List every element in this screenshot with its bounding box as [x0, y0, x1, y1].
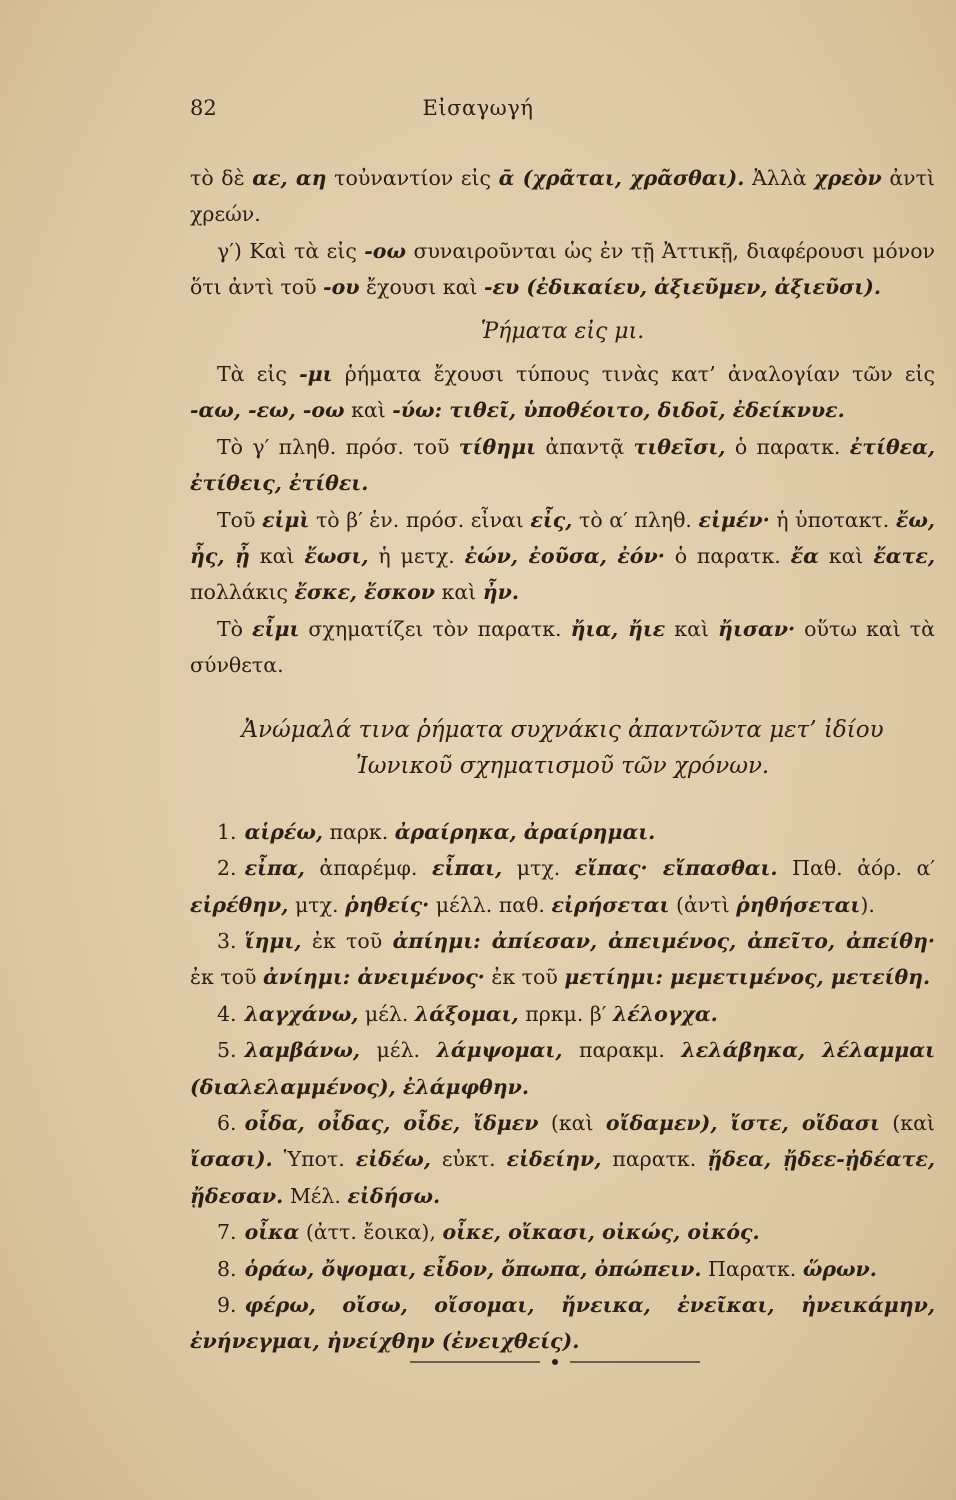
greek-form: μετίημι: μεμετιμένος, μετείθη.	[564, 965, 931, 990]
greek-form: ῥηθήσεται	[736, 892, 861, 917]
greek-form: ἔσκε, ἔσκον	[294, 580, 436, 605]
greek-form: -ευ (ἐδικαίευ, ἀξιεῦμεν, ἀξιεῦσι).	[484, 275, 882, 300]
paragraph	[190, 160, 935, 233]
greek-form: -αω, -εω, -οω	[190, 398, 345, 423]
greek-form: ὁράω, ὄψομαι, εἶδον, ὄπωπα, ὀπώπειν.	[244, 1256, 702, 1281]
list-item	[190, 1105, 935, 1214]
text-run: ὁ παρατκ.	[725, 434, 850, 459]
text-run: καὶ	[665, 616, 719, 641]
text-run: ).	[860, 892, 875, 917]
text-run: πολλάκις	[190, 580, 295, 605]
running-title: Εἰσαγωγή	[422, 96, 534, 120]
greek-form: εἰμὶ	[262, 507, 310, 532]
text-run: εὐκτ.	[430, 1147, 507, 1172]
text-run: ἐκ τοῦ	[190, 965, 263, 990]
greek-form: εἰδήσω.	[347, 1183, 441, 1208]
greek-form: εἰδέω,	[355, 1147, 431, 1172]
text-run: οὕτω καὶ τὰ σύνθετα.	[190, 616, 935, 678]
text-run: Τοῦ	[217, 507, 263, 532]
greek-form: οἶκε, οἴκασι, οἰκώς, οἰκός.	[442, 1220, 760, 1245]
greek-form: -ου	[323, 275, 360, 300]
page-body	[190, 160, 935, 1360]
greek-form: ἀραίρηκα, ἀραίρημαι.	[394, 819, 656, 844]
list-item	[190, 1214, 935, 1250]
text-run: μέλ.	[358, 1001, 415, 1026]
paragraph	[190, 611, 935, 684]
item-number: 6.	[217, 1110, 237, 1135]
text-run: τὸ δὲ	[190, 166, 253, 190]
greek-form: εἶς,	[530, 507, 573, 532]
greek-form: εἰρέθην,	[190, 892, 289, 917]
greek-form: εἶμι	[252, 616, 300, 641]
greek-form: οἶκα	[244, 1220, 300, 1245]
greek-form: εἰμέν·	[698, 507, 770, 532]
section-heading-group	[190, 712, 935, 784]
list-item	[190, 1032, 935, 1105]
text-run: ἡ ὑποτακτ.	[769, 507, 896, 532]
greek-form: ᾱ (χρᾶται, χρᾶσθαι).	[498, 166, 745, 190]
section-heading: Ῥήματα εἰς μι.	[480, 318, 645, 344]
item-number: 2.	[217, 856, 237, 881]
greek-form: ἐτίθεα, ἐτίθεις, ἐτίθει.	[190, 434, 935, 496]
greek-form: ἀνίημι: ἀνειμένος·	[263, 965, 485, 990]
greek-form: ἀπίημι: ἀπίεσαν, ἀπειμένος, ἀπεῖτο, ἀπείθη·	[392, 928, 935, 953]
greek-form: ᾔδεα, ᾔδεε-ᾐδέατε, ᾔδεσαν.	[190, 1147, 935, 1208]
page-number: 82	[190, 96, 217, 120]
text-run: καὶ	[344, 398, 393, 423]
greek-form: -ύω: τιθεῖ, ὑποθέοιτο, διδοῖ, ἐδείκνυε.	[392, 398, 845, 423]
text-run: παρκ.	[323, 819, 395, 844]
greek-form: εἶπαι,	[431, 856, 503, 881]
text-run: Τὸ γ′ πληθ. πρόσ. τοῦ	[217, 434, 459, 459]
item-number: 3.	[217, 928, 237, 953]
text-run: μέλλ. παθ.	[429, 892, 552, 917]
text-run: μέλ.	[360, 1038, 437, 1063]
section-heading-line: Ἰωνικοῦ σχηματισμοῦ τῶν χρόνων.	[355, 752, 770, 779]
text-run: παρακμ.	[562, 1038, 682, 1063]
text-run: (ἀντὶ	[669, 892, 737, 917]
greek-form: ἔα	[790, 544, 819, 569]
greek-form: εἰρήσεται	[551, 892, 670, 917]
text-run: τὸ β′ ἑν. πρόσ. εἶναι	[309, 507, 531, 532]
greek-form: τίθημι	[458, 434, 537, 459]
greek-form: ὥρων.	[802, 1256, 877, 1281]
text-run: ῥήματα ἔχουσι τύπους τινὰς κατ’ ἀναλογίαν τῶν εἰς	[332, 362, 935, 387]
text-run: καὶ	[435, 580, 483, 605]
text-run: ἡ μετχ.	[368, 544, 465, 569]
greek-form: λελάβηκα, λέλαμμαι (διαλελαμμένος), ἐλάμφθην.	[190, 1038, 935, 1099]
greek-form: αἱρέω,	[244, 819, 324, 844]
text-run: Μέλ.	[283, 1183, 348, 1208]
greek-form: ἤισαν·	[718, 616, 796, 641]
greek-form: ἤια, ἤιε	[570, 616, 666, 641]
list-item	[190, 996, 935, 1032]
text-run: τὸ α′ πληθ.	[572, 507, 699, 532]
greek-form: οἶδα, οἶδας, οἶδε, ἴδμεν	[244, 1110, 539, 1135]
greek-form: φέρω, οἴσω, οἴσομαι, ἤνεικα, ἐνεῖκαι, ἠνεικάμην, ἐνήνεγμαι, ἠνείχθην (ἐνειχθείς).	[190, 1292, 935, 1354]
greek-form: ἵημι,	[244, 928, 302, 953]
page-header	[0, 96, 956, 136]
text-run: (καὶ	[879, 1110, 935, 1135]
greek-form: ἦν.	[482, 580, 520, 605]
rule-center-dot	[552, 1359, 558, 1365]
text-run: (ἀττ. ἔοικα),	[299, 1220, 443, 1245]
item-number: 7.	[217, 1220, 237, 1245]
greek-form: οἴδαμεν), ἴστε, οἴδασι	[605, 1110, 880, 1135]
item-number: 5.	[217, 1038, 237, 1063]
text-run: ἀντὶ χρεών.	[190, 166, 936, 227]
greek-form: τιθεῖσι,	[633, 434, 726, 459]
greek-form: εἴπας· εἴπασθαι.	[574, 856, 778, 881]
greek-form: λέλογχα.	[612, 1001, 718, 1026]
list-item	[190, 1251, 935, 1287]
greek-form: -μι	[299, 362, 333, 387]
text-run: ἀπαντᾷ	[536, 434, 634, 459]
list-item	[190, 850, 935, 923]
text-run: ὁ παρατκ.	[664, 544, 791, 569]
item-number: 9.	[217, 1292, 237, 1317]
ornamental-rule-graphic	[410, 1356, 700, 1368]
greek-form: -οω	[364, 238, 406, 263]
text-run: ἐκ τοῦ	[301, 928, 393, 953]
text-run: ἔχουσι καὶ	[359, 275, 485, 300]
text-run: Παθ. ἀόρ. α′	[777, 856, 935, 881]
paragraph	[190, 356, 935, 429]
greek-form: ῥηθείς·	[345, 892, 430, 917]
greek-form: λάξομαι,	[414, 1001, 519, 1026]
text-run: (καὶ	[538, 1110, 606, 1135]
text-run: σχηματίζει τὸν παρατκ.	[299, 616, 571, 641]
greek-form: λαμβάνω,	[244, 1038, 360, 1063]
text-run: τοὐναντίον εἰς	[326, 166, 499, 190]
text-run: γ′) Καὶ τὰ εἰς	[217, 238, 365, 263]
ornamental-rule	[410, 1356, 700, 1368]
greek-form: ἔωσι,	[304, 544, 369, 569]
text-run: παρατκ.	[601, 1147, 708, 1172]
greek-form: εἰδείην,	[506, 1147, 602, 1172]
item-number: 8.	[217, 1256, 237, 1281]
text-run: πρκμ. β′	[518, 1001, 613, 1026]
paragraph	[190, 502, 935, 611]
text-run: μτχ.	[502, 856, 575, 881]
greek-form: εἶπα,	[244, 856, 305, 881]
text-run: Ὑποτ.	[272, 1147, 356, 1172]
item-number: 4.	[217, 1001, 237, 1026]
greek-form: αε, αη	[252, 166, 327, 190]
text-run: μτχ.	[288, 892, 346, 917]
text-run: Ἀλλὰ	[744, 166, 815, 190]
greek-form: ἴσασι).	[190, 1147, 273, 1172]
greek-form: ἔατε,	[873, 544, 935, 569]
list-item	[190, 923, 935, 996]
text-run: καὶ	[818, 544, 874, 569]
text-run: καὶ	[249, 544, 305, 569]
text-run: ἀπαρέμφ.	[304, 856, 432, 881]
list-item	[190, 1287, 935, 1360]
text-run: ἐκ τοῦ	[484, 965, 565, 990]
text-run: Τὸ	[217, 616, 253, 641]
paragraph	[190, 429, 935, 502]
greek-form: ἔω, ἦς, ᾖ	[190, 507, 936, 569]
section-heading-line: Ἀνώμαλά τινα ῥήματα συχνάκις ἀπαντῶντα μετ’ ἰδίου	[241, 716, 884, 743]
greek-form: ἐών, ἐοῦσα, ἐόν·	[464, 544, 665, 569]
item-number: 1.	[217, 819, 237, 844]
greek-form: λάμψομαι,	[436, 1038, 563, 1063]
paragraph	[190, 233, 935, 306]
text-run: συναιροῦνται ὡς ἐν τῇ Ἀττικῇ, διαφέρουσι μόνον ὅτι ἀντὶ τοῦ	[190, 238, 935, 300]
text-run: Τὰ εἰς	[217, 362, 300, 387]
greek-form: λαγχάνω,	[244, 1001, 359, 1026]
list-item	[190, 814, 935, 850]
greek-form: χρεὸν	[814, 166, 882, 190]
text-run: Παρατκ.	[701, 1256, 803, 1281]
